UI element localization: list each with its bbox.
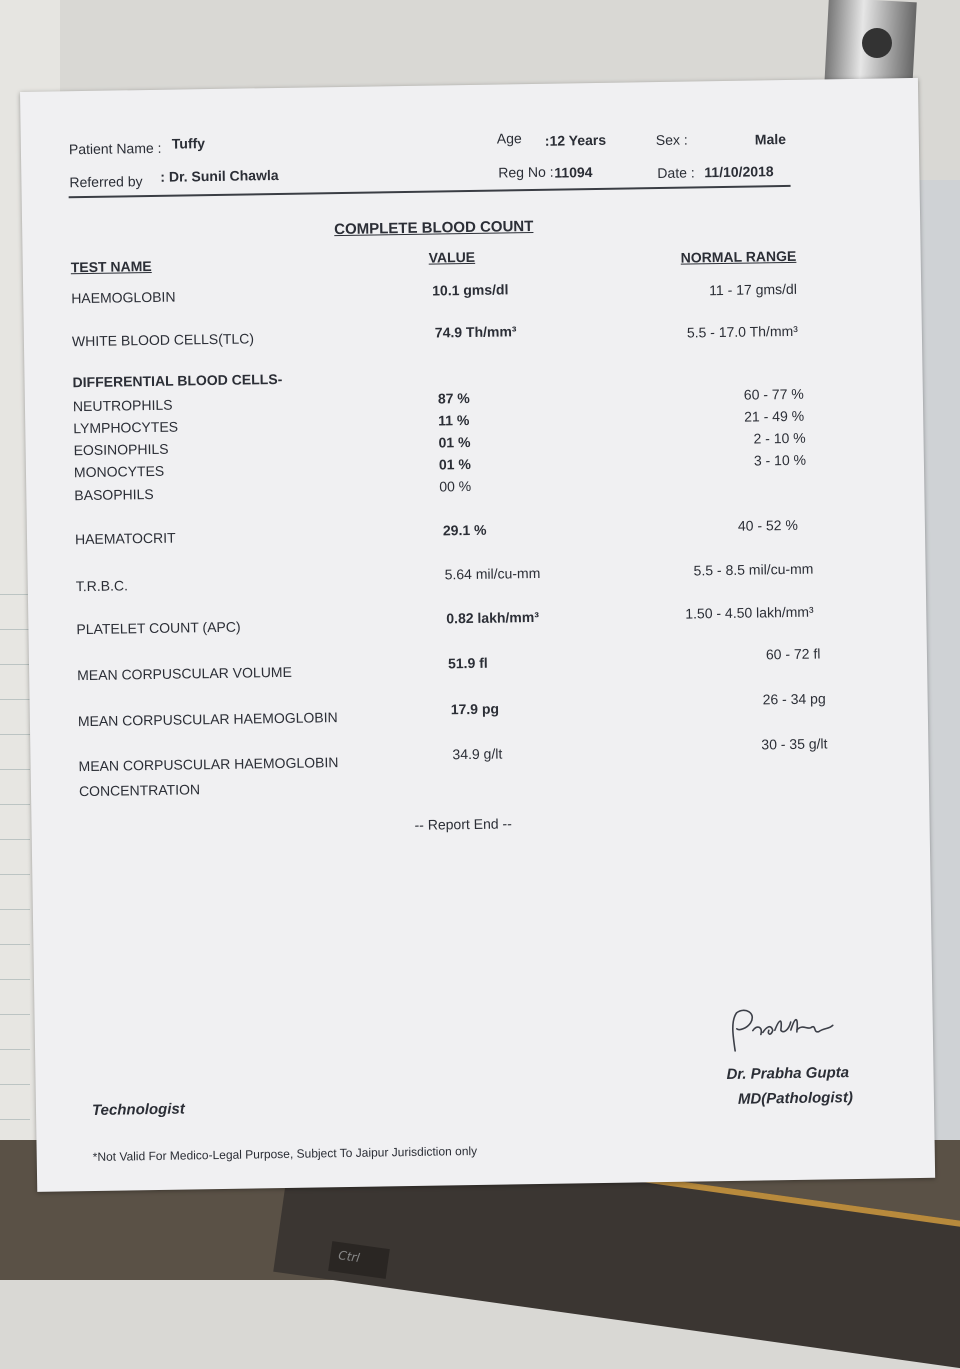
test-range: 40 - 52 % [737,516,798,534]
test-range: 30 - 35 g/lt [761,735,828,753]
test-range: 1.50 - 4.50 lakh/mm³ [685,603,814,622]
test-value: 00 % [439,477,472,495]
test-name: WHITE BLOOD CELLS(TLC) [71,330,255,350]
test-range: 21 - 49 % [744,407,805,425]
report-title: COMPLETE BLOOD COUNT [334,217,534,239]
test-range: 3 - 10 % [753,451,807,469]
sex-value: Male [754,130,787,148]
test-value: 34.9 g/lt [452,745,503,763]
signature-image [722,999,843,1061]
test-name-line2: CONCENTRATION [78,781,201,800]
referred-by-label: Referred by [69,173,143,191]
test-value: 5.64 mil/cu-mm [444,564,541,583]
test-range: 5.5 - 17.0 Th/mm³ [686,322,798,341]
test-name: EOSINOPHILS [73,440,169,459]
test-name: T.R.B.C. [75,577,129,595]
patient-name-label: Patient Name : [68,139,162,158]
test-range: 26 - 34 pg [762,690,826,708]
disclaimer-text: *Not Valid For Medico-Legal Purpose, Subject To Jaipur Jurisdiction only [92,1143,478,1164]
test-name: PLATELET COUNT (APC) [76,618,241,638]
reg-no-label: Reg No : [498,163,554,181]
technologist-label: Technologist [91,1100,185,1119]
date-label: Date : [657,164,695,181]
test-name: NEUTROPHILS [72,396,173,415]
test-range: 11 - 17 gms/dl [709,280,797,299]
test-name: HAEMOGLOBIN [71,288,176,307]
pathologist-qualification: MD(Pathologist) [737,1089,854,1108]
test-name: BASOPHILS [74,485,154,504]
ctrl-key: Ctrl [328,1241,390,1279]
column-header-value: VALUE [428,248,476,266]
test-range: 2 - 10 % [753,429,806,447]
test-name: MEAN CORPUSCULAR VOLUME [77,663,292,684]
column-header-normal-range: NORMAL RANGE [680,247,797,266]
patient-name: Tuffy [171,135,206,152]
sex-label: Sex : [655,131,688,149]
ruled-notebook-edge [0,560,30,1120]
age-value: :12 Years [544,131,607,149]
test-value: 87 % [437,389,470,407]
test-name: MEAN CORPUSCULAR HAEMOGLOBIN [77,709,338,730]
test-range: 60 - 72 fl [765,645,821,663]
test-value: 11 % [438,411,470,429]
test-value: 74.9 Th/mm³ [434,323,517,341]
date-value: 11/10/2018 [704,163,774,181]
test-name: HAEMATOCRIT [74,529,176,548]
section-heading: DIFFERENTIAL BLOOD CELLS- [72,370,283,391]
test-value: 29.1 % [442,521,487,539]
test-value: 10.1 gms/dl [432,281,509,299]
binder-clip-hole [862,28,892,58]
test-name: MONOCYTES [73,462,165,481]
test-value: 51.9 fl [447,654,488,672]
reg-no-value: 11094 [554,164,593,181]
test-value: 17.9 pg [450,700,500,718]
report-end-marker: -- Report End -- [414,815,512,833]
age-label: Age [496,130,522,147]
lab-report-sheet [20,78,935,1192]
test-value: 0.82 lakh/mm³ [446,608,540,627]
pathologist-name: Dr. Prabha Gupta [726,1064,850,1084]
column-header-test-name: TEST NAME [70,257,152,276]
test-value: 01 % [438,455,471,473]
test-value: 01 % [438,433,471,451]
test-name: LYMPHOCYTES [73,418,179,437]
referred-by-value: : Dr. Sunil Chawla [160,166,279,185]
header-divider [69,185,791,198]
test-range: 5.5 - 8.5 mil/cu-mm [693,560,814,579]
test-range: 60 - 77 % [743,385,804,403]
test-name: MEAN CORPUSCULAR HAEMOGLOBIN [78,754,339,775]
